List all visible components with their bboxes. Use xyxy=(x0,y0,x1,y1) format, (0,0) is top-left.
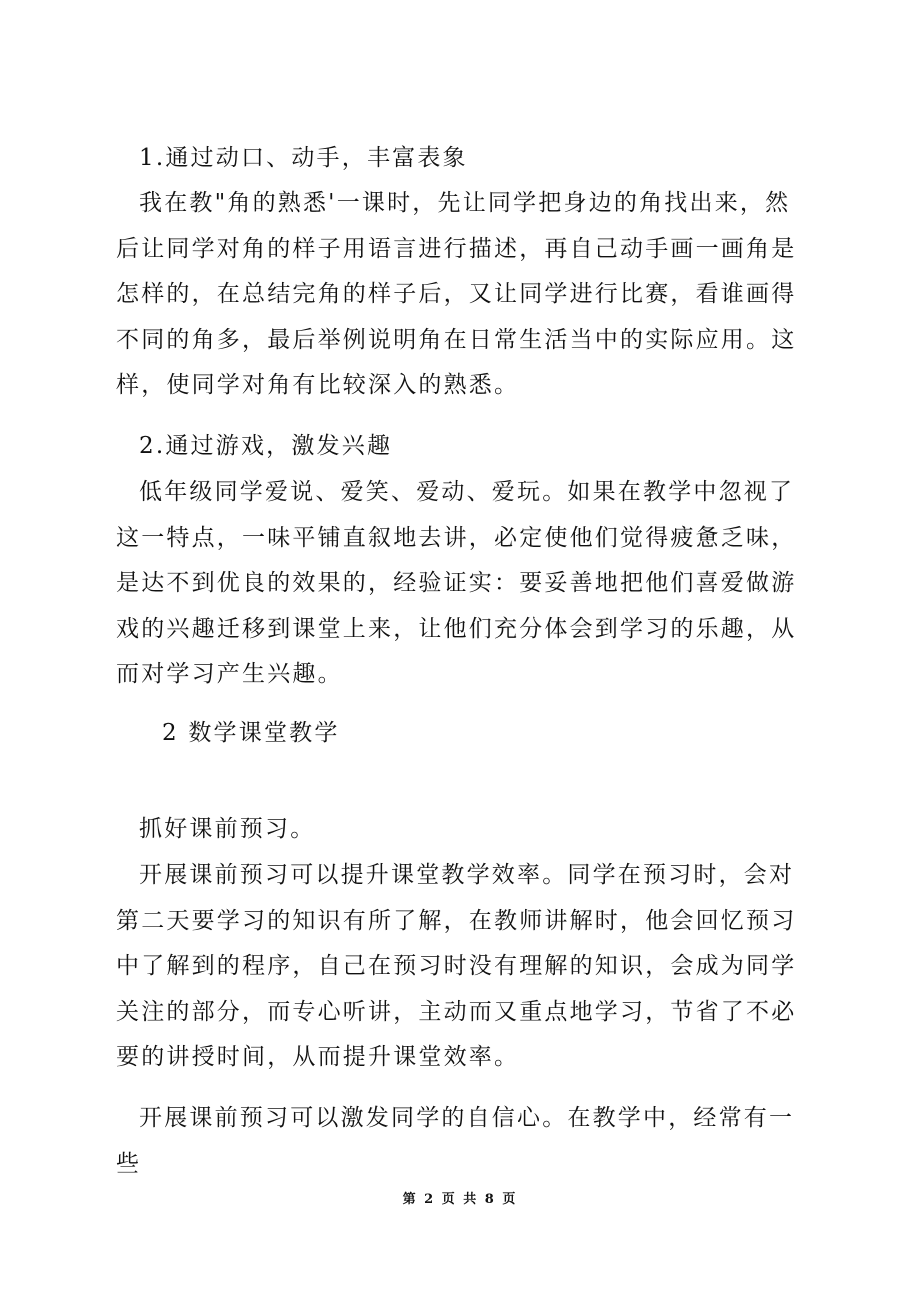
section-heading-4: 抓好课前预习。 xyxy=(139,816,316,842)
section-heading-1: 1.通过动口、动手，丰富表象 xyxy=(139,145,468,171)
paragraph-4: 开展课前预习可以激发同学的自信心。在教学中，经常有一些 xyxy=(116,1105,795,1177)
paragraph-3: 开展课前预习可以提升课堂教学效率。同学在预习时，会对第二天要学习的知识有所了解，在教师讲解时，他会回忆预习中了解到的程序，自己在预习时没有理解的知识，会成为同学关注的部分，而专心听讲，主动而又重点地学习，节省了不必要的讲授时间，从而提升课堂效率。 xyxy=(116,862,797,1070)
paragraph-2: 低年级同学爱说、爱笑、爱动、爱玩。如果在教学中忽视了这一特点，一味平铺直叙地去讲，必定使他们觉得疲惫乏味，是达不到优良的效果的，经验证实：要妥善地把他们喜爱做游戏的兴趣迁移到课堂上来，让他们充分体会到学习的乐趣，从而对学习产生兴趣。 xyxy=(116,479,797,687)
page-number-footer: 第 2 页 共 8 页 xyxy=(402,1192,518,1207)
section-heading-3: 2 数学课堂教学 xyxy=(162,720,340,746)
paragraph-1: 我在教"角的熟悉'一课时，先让同学把身边的角找出来，然后让同学对角的样子用语言进行描述，再自己动手画一画角是怎样的，在总结完角的样子后，又让同学进行比赛，看谁画得不同的角多，最后举例说明角在日常生活当中的实际应用。这样，使同学对角有比较深入的熟悉。 xyxy=(116,190,797,398)
section-heading-2: 2.通过游戏，激发兴趣 xyxy=(139,433,393,459)
